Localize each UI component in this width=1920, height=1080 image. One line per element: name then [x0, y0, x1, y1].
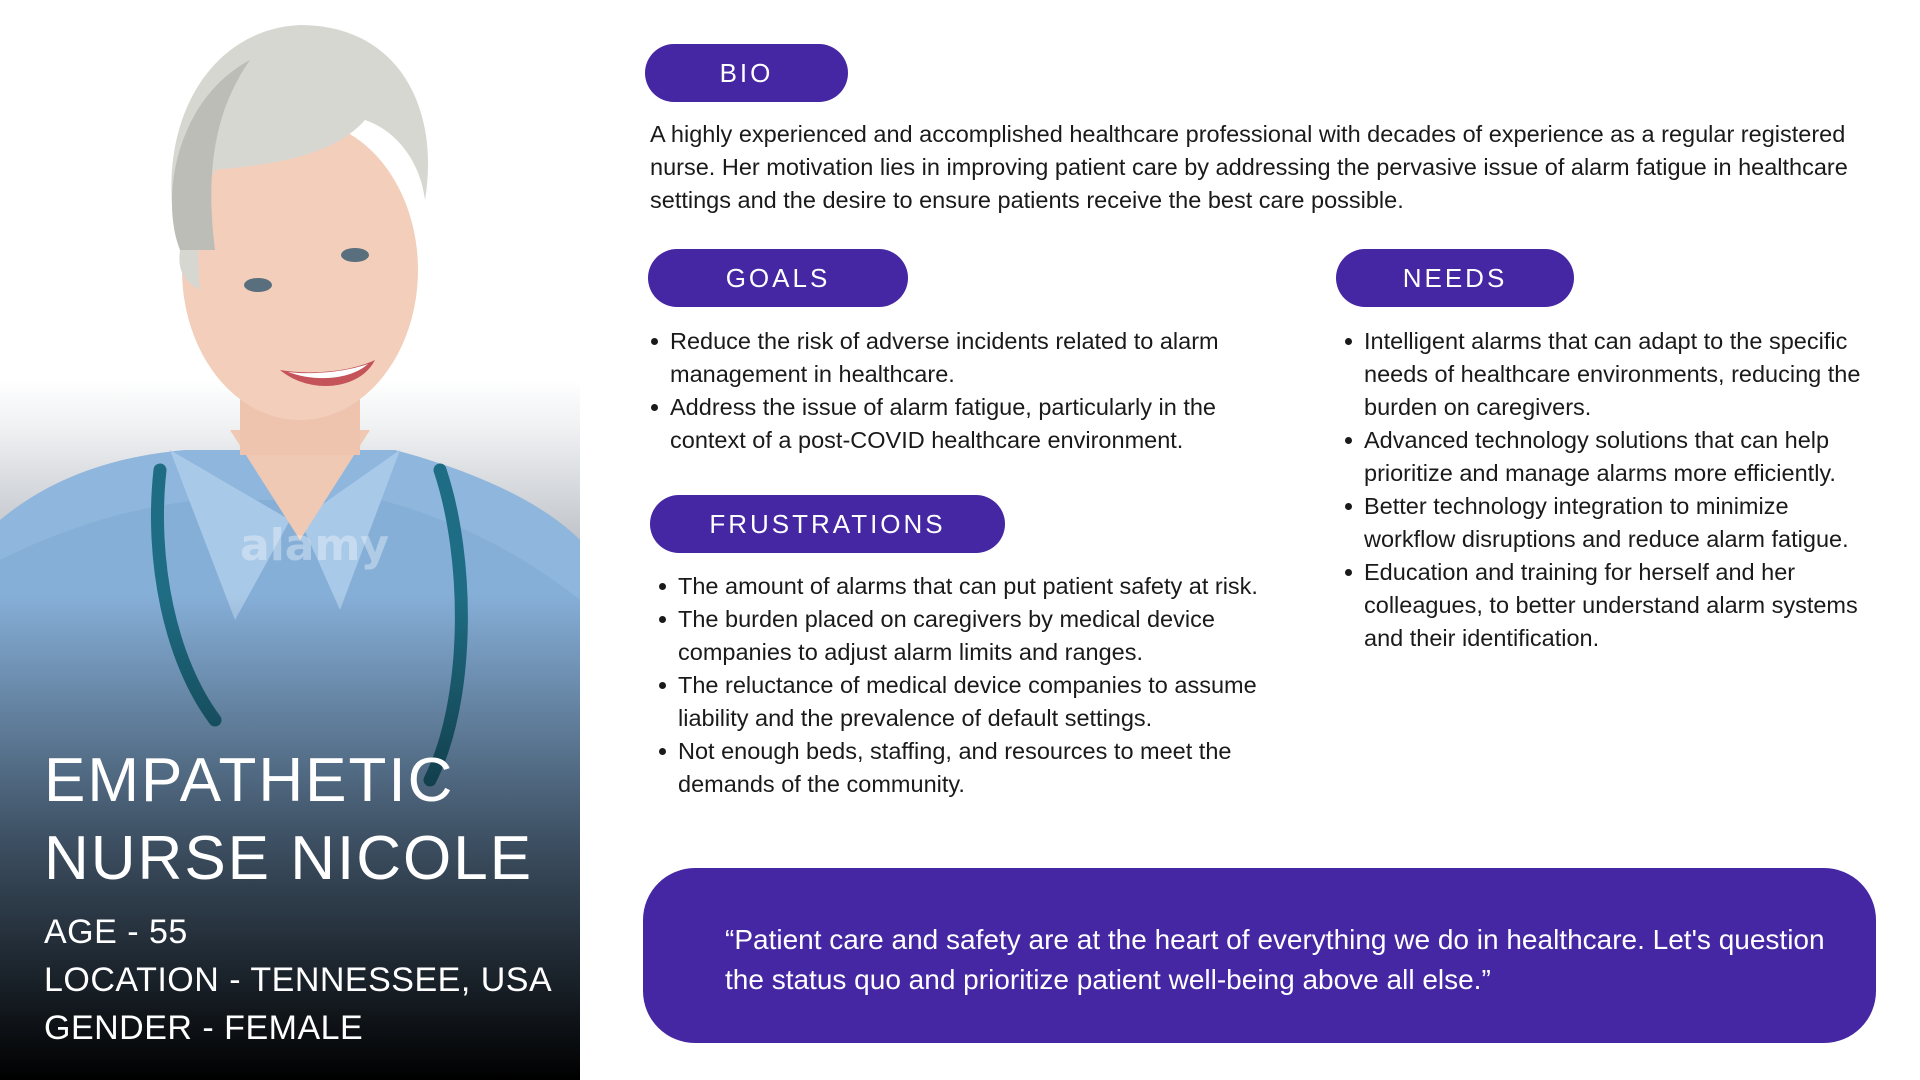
list-item: Education and training for herself and her colleagues, to better understand alarm systems and their identification. [1342, 556, 1882, 655]
bio-heading-pill: BIO [645, 44, 848, 102]
list-item: Better technology integration to minimize workflow disruptions and reduce alarm fatigue. [1342, 490, 1882, 556]
list-item: The amount of alarms that can put patient safety at risk. [656, 570, 1314, 603]
watermark-text: alamy [240, 520, 389, 571]
needs-list [1342, 325, 1882, 655]
list-item: Advanced technology solutions that can help prioritize and manage alarms more efficiently. [1342, 424, 1882, 490]
list-item: Reduce the risk of adverse incidents related to alarm management in healthcare. [648, 325, 1298, 391]
list-item: The burden placed on caregivers by medical device companies to adjust alarm limits and ranges. [656, 603, 1314, 669]
list-item: The reluctance of medical device companies to assume liability and the prevalence of default settings. [656, 669, 1314, 735]
frustrations-heading-pill: FRUSTRATIONS [650, 495, 1005, 553]
frustrations-list [656, 570, 1314, 801]
persona-photo-panel [0, 0, 580, 1080]
goals-heading-pill: GOALS [648, 249, 908, 307]
persona-location: LOCATION - TENNESSEE, USA [44, 961, 553, 999]
persona-name-line1: EMPATHETIC [44, 746, 455, 815]
persona-gender: GENDER - FEMALE [44, 1009, 364, 1047]
quote-box [643, 868, 1876, 1043]
list-item: Address the issue of alarm fatigue, particularly in the context of a post-COVID healthcare environment. [648, 391, 1298, 457]
persona-age: AGE - 55 [44, 913, 188, 951]
list-item: Intelligent alarms that can adapt to the specific needs of healthcare environments, reducing the burden on caregivers. [1342, 325, 1882, 424]
persona-details [44, 908, 574, 1052]
persona-name [44, 742, 564, 898]
goals-list [648, 325, 1298, 457]
bio-text: A highly experienced and accomplished healthcare professional with decades of experience as a regular registered nurse. Her motivation lies in improving patient care by addressing the pervasive issue of alarm fatigue in healthcare settings and the desire to ensure patients receive the best care possible. [650, 121, 1848, 213]
persona-name-line2: NURSE NICOLE [44, 824, 534, 893]
list-item: Not enough beds, staffing, and resources to meet the demands of the community. [656, 735, 1314, 801]
needs-heading-pill: NEEDS [1336, 249, 1574, 307]
quote-text: “Patient care and safety are at the heart of everything we do in healthcare. Let's question the status quo and prioritize patient well-being above all else.” [725, 924, 1825, 995]
